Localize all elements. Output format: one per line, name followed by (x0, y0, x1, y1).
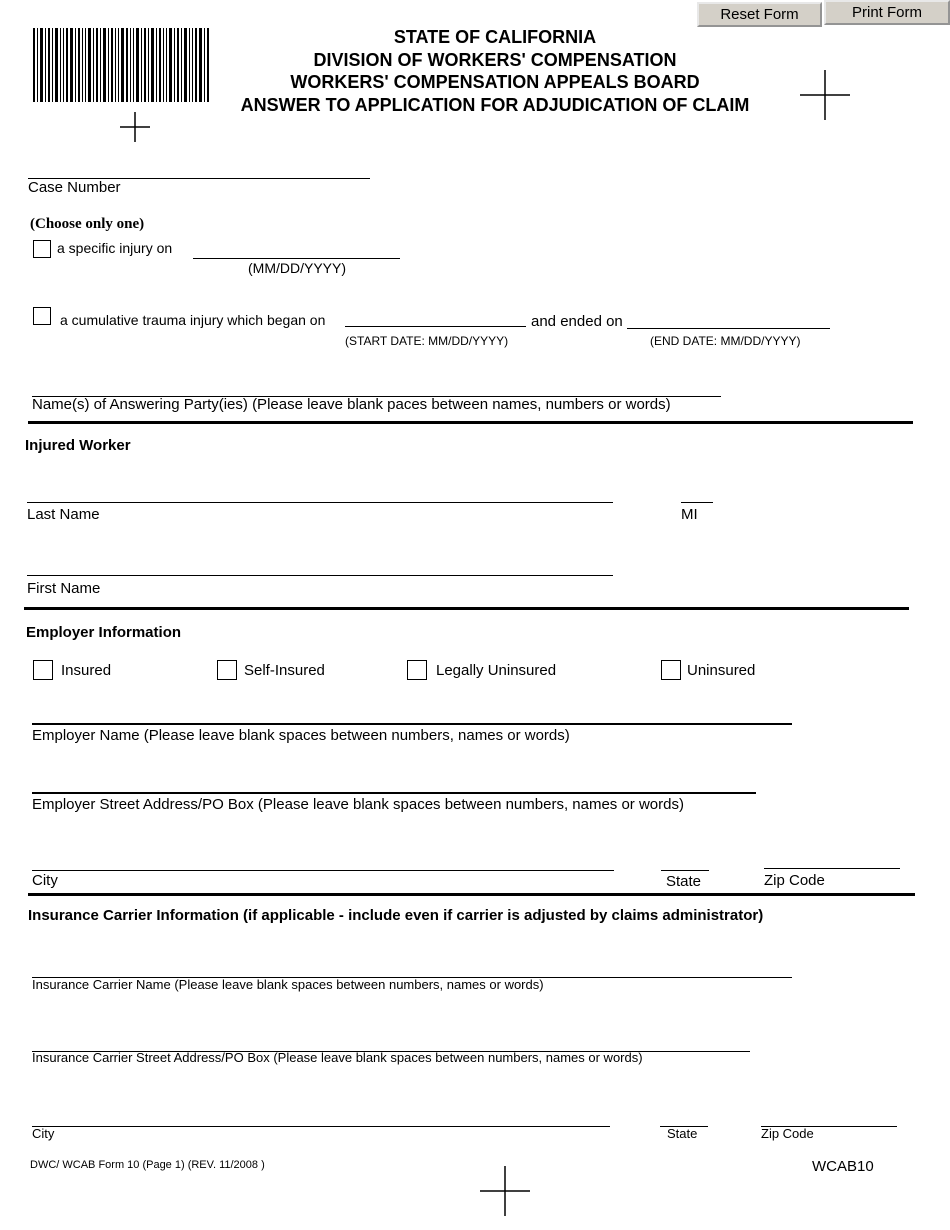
specific-injury-checkbox[interactable] (33, 240, 51, 258)
employer-state-input[interactable] (662, 852, 708, 870)
cumulative-injury-checkbox[interactable] (33, 307, 51, 325)
legally-uninsured-checkbox[interactable] (407, 660, 427, 680)
section-rule (28, 893, 915, 896)
registration-mark (480, 1166, 530, 1216)
carrier-city-input[interactable] (33, 1108, 609, 1126)
specific-injury-label: a specific injury on (57, 240, 173, 256)
divider (32, 792, 756, 794)
first-name-input[interactable] (28, 557, 611, 575)
ended-on-label: and ended on (531, 313, 623, 330)
mi-label: MI (681, 506, 698, 523)
divider (661, 870, 709, 871)
employer-city-input[interactable] (33, 852, 612, 870)
uninsured-label: Uninsured (687, 662, 756, 679)
case-number-label: Case Number (28, 179, 121, 196)
last-name-input[interactable] (28, 484, 611, 502)
employer-state-label: State (666, 873, 702, 890)
self-insured-checkbox[interactable] (217, 660, 237, 680)
specific-date-hint: (MM/DD/YYYY) (248, 260, 346, 276)
start-date-hint: (START DATE: MM/DD/YYYY) (345, 334, 509, 348)
divider (681, 502, 713, 503)
end-date-hint: (END DATE: MM/DD/YYYY) (650, 334, 801, 348)
employer-name-label: Employer Name (Please leave blank spaces between numbers, names or words) (32, 727, 570, 744)
carrier-state-input[interactable] (661, 1108, 707, 1126)
registration-mark (120, 112, 150, 142)
registration-mark (800, 70, 850, 120)
form-header (200, 26, 790, 116)
header-line: DIVISION OF WORKERS' COMPENSATION (313, 49, 677, 70)
employer-street-input[interactable] (33, 774, 754, 792)
header-line: WORKERS' COMPENSATION APPEALS BOARD (290, 72, 700, 92)
employer-city-label: City (32, 872, 58, 889)
employer-heading: Employer Information (26, 624, 182, 641)
divider (764, 868, 900, 869)
cumulative-injury-label: a cumulative trauma injury which began on (60, 312, 326, 328)
last-name-label: Last Name (27, 506, 100, 523)
section-rule (28, 421, 913, 424)
divider (32, 870, 614, 871)
mi-input[interactable] (682, 484, 712, 502)
form-code: WCAB10 (812, 1158, 874, 1175)
start-date-input[interactable] (346, 308, 524, 326)
employer-zip-input[interactable] (765, 850, 899, 868)
print-form-button[interactable]: Print Form (824, 0, 950, 25)
header-line: STATE OF CALIFORNIA (393, 27, 597, 47)
divider (32, 723, 792, 725)
form-id: DWC/ WCAB Form 10 (Page 1) (REV. 11/2008 ) (30, 1159, 265, 1171)
injured-worker-heading: Injured Worker (25, 437, 131, 454)
divider (193, 258, 400, 259)
employer-name-input[interactable] (33, 705, 790, 723)
employer-street-label: Employer Street Address/PO Box (Please leave blank spaces between numbers, names or words) (32, 796, 684, 813)
carrier-street-input[interactable] (33, 1033, 748, 1051)
barcode (33, 28, 211, 102)
choose-one-label: (Choose only one) (30, 216, 145, 232)
divider (627, 328, 830, 329)
divider (32, 1126, 610, 1127)
first-name-label: First Name (27, 580, 101, 597)
carrier-heading: Insurance Carrier Information (if applicable - include even if carrier is adjusted by claims administrator) (28, 907, 764, 924)
legally-uninsured-label: Legally Uninsured (436, 662, 557, 679)
end-date-input[interactable] (629, 310, 829, 328)
reset-form-button[interactable]: Reset Form (697, 2, 822, 27)
carrier-street-label: Insurance Carrier Street Address/PO Box (Please leave blank spaces between numbers, names or words) (32, 1050, 643, 1065)
case-number-input[interactable] (29, 160, 369, 178)
section-rule (24, 607, 909, 610)
carrier-name-label: Insurance Carrier Name (Please leave blank spaces between numbers, names or words) (32, 977, 544, 992)
uninsured-checkbox[interactable] (661, 660, 681, 680)
divider (345, 326, 526, 327)
carrier-state-label: State (667, 1126, 698, 1141)
insured-label: Insured (61, 662, 112, 679)
answering-party-label: Name(s) of Answering Party(ies) (Please leave blank paces between names, numbers or words) (32, 396, 671, 413)
divider (27, 575, 613, 576)
employer-zip-label: Zip Code (764, 872, 825, 889)
carrier-zip-input[interactable] (762, 1108, 896, 1126)
carrier-city-label: City (32, 1126, 55, 1141)
self-insured-label: Self-Insured (244, 662, 325, 679)
header-line: ANSWER TO APPLICATION FOR ADJUDICATION OF CLAIM (240, 94, 750, 115)
insured-checkbox[interactable] (33, 660, 53, 680)
carrier-zip-label: Zip Code (761, 1126, 814, 1141)
carrier-name-input[interactable] (33, 959, 790, 977)
answering-party-input[interactable] (33, 378, 719, 396)
specific-injury-date-input[interactable] (194, 240, 398, 258)
divider (27, 502, 613, 503)
